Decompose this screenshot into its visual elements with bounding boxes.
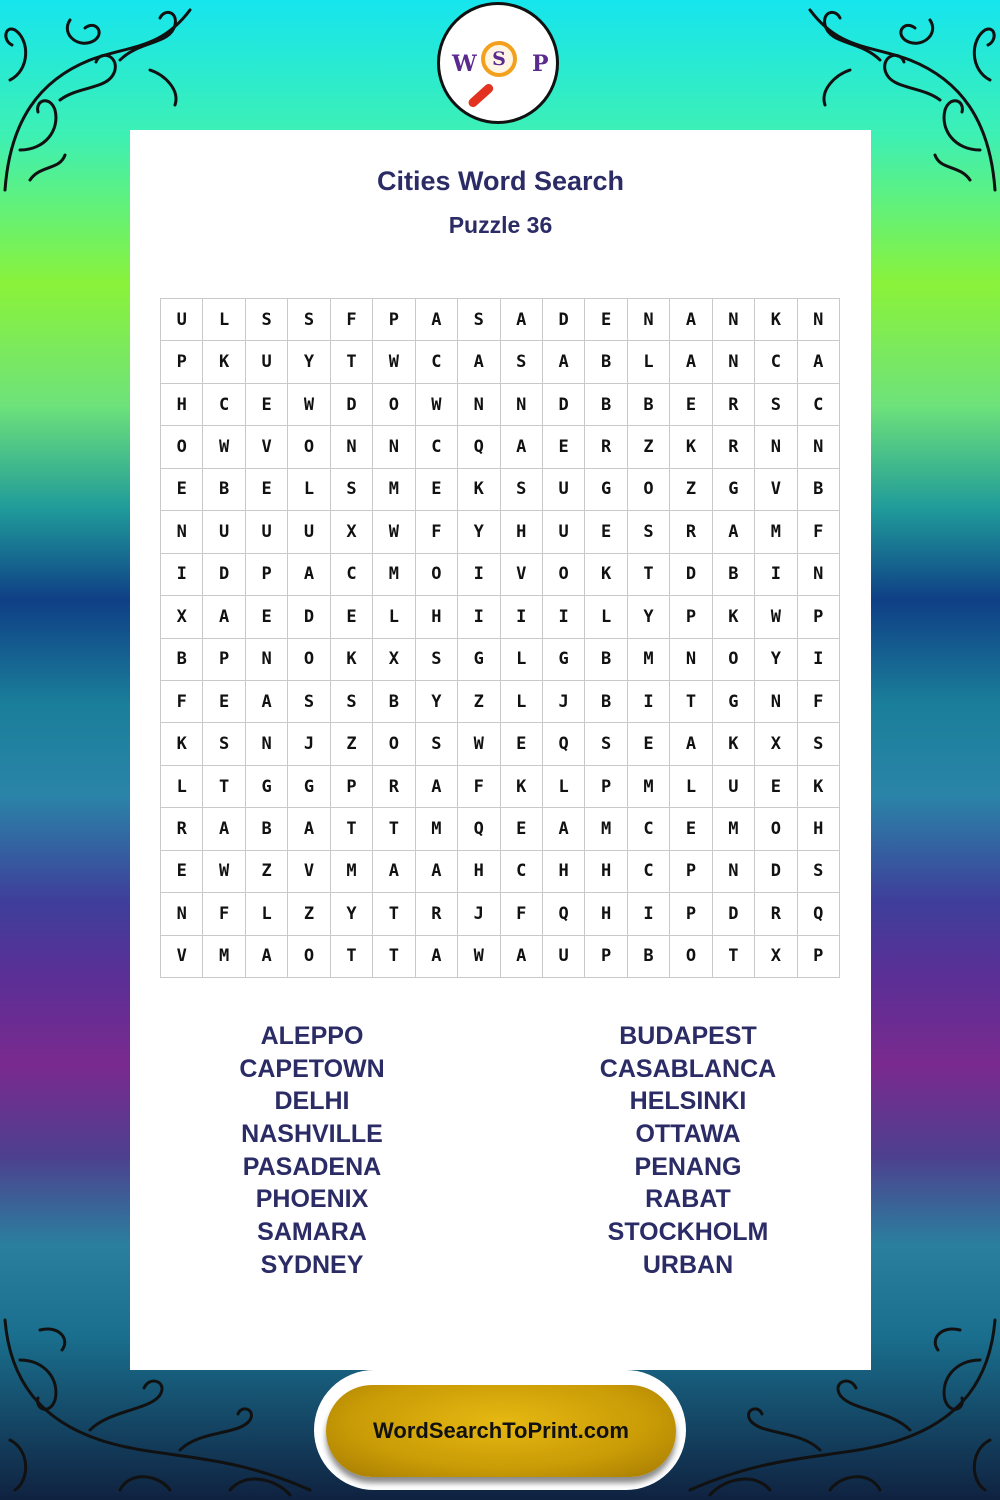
grid-cell[interactable]: E — [755, 766, 797, 808]
website-link-button[interactable]: WordSearchToPrint.com — [326, 1385, 676, 1477]
grid-cell[interactable]: Q — [458, 808, 500, 850]
grid-cell[interactable]: A — [416, 851, 458, 893]
grid-cell[interactable]: E — [246, 596, 288, 638]
grid-cell[interactable]: D — [203, 554, 245, 596]
grid-cell[interactable]: H — [543, 851, 585, 893]
grid-cell[interactable]: C — [628, 808, 670, 850]
grid-cell[interactable]: Z — [288, 893, 330, 935]
grid-cell[interactable]: A — [713, 511, 755, 553]
magnifier-icon — [481, 41, 517, 77]
grid-cell[interactable]: A — [798, 341, 840, 383]
grid-cell[interactable]: Q — [543, 893, 585, 935]
grid-cell[interactable]: G — [543, 639, 585, 681]
grid-cell[interactable]: X — [331, 511, 373, 553]
grid-cell[interactable]: E — [416, 469, 458, 511]
grid-cell[interactable]: R — [585, 426, 627, 468]
grid-cell[interactable]: L — [670, 766, 712, 808]
grid-cell[interactable]: Y — [628, 596, 670, 638]
grid-cell[interactable]: P — [246, 554, 288, 596]
grid-cell[interactable]: O — [416, 554, 458, 596]
grid-cell[interactable]: P — [203, 639, 245, 681]
grid-cell[interactable]: E — [246, 384, 288, 426]
grid-cell[interactable]: P — [161, 341, 203, 383]
grid-cell[interactable]: T — [331, 936, 373, 978]
grid-cell[interactable]: B — [585, 681, 627, 723]
grid-cell[interactable]: A — [246, 936, 288, 978]
grid-cell[interactable]: O — [373, 723, 415, 765]
grid-cell[interactable]: O — [543, 554, 585, 596]
grid-cell[interactable]: A — [288, 808, 330, 850]
grid-cell[interactable]: E — [670, 384, 712, 426]
grid-cell[interactable]: B — [628, 384, 670, 426]
grid-cell[interactable]: A — [670, 341, 712, 383]
grid-cell[interactable]: S — [416, 723, 458, 765]
grid-cell[interactable]: M — [585, 808, 627, 850]
grid-cell[interactable]: N — [161, 893, 203, 935]
grid-cell[interactable]: X — [755, 936, 797, 978]
grid-cell[interactable]: Z — [458, 681, 500, 723]
grid-cell[interactable]: N — [628, 299, 670, 341]
grid-cell[interactable]: O — [670, 936, 712, 978]
grid-cell[interactable]: A — [670, 299, 712, 341]
grid-cell[interactable]: B — [203, 469, 245, 511]
grid-cell[interactable]: Y — [288, 341, 330, 383]
grid-cell[interactable]: S — [288, 681, 330, 723]
grid-cell[interactable]: Z — [331, 723, 373, 765]
page-title: Cities Word Search — [376, 166, 625, 196]
grid-cell[interactable]: E — [628, 723, 670, 765]
grid-cell[interactable]: Q — [543, 723, 585, 765]
grid-cell[interactable]: S — [288, 299, 330, 341]
grid-cell[interactable]: Y — [458, 511, 500, 553]
grid-cell[interactable]: C — [203, 384, 245, 426]
word-list-item: BUDAPEST — [619, 1022, 757, 1050]
grid-cell[interactable]: G — [585, 469, 627, 511]
grid-cell[interactable]: O — [161, 426, 203, 468]
grid-cell[interactable]: M — [331, 851, 373, 893]
word-list-item: CAPETOWN — [239, 1054, 385, 1083]
grid-cell[interactable]: J — [458, 893, 500, 935]
grid-cell[interactable]: N — [798, 554, 840, 596]
grid-cell[interactable]: M — [373, 554, 415, 596]
grid-cell[interactable]: S — [628, 511, 670, 553]
grid-cell[interactable]: O — [628, 469, 670, 511]
grid-cell[interactable]: U — [246, 511, 288, 553]
grid-cell[interactable]: H — [501, 511, 543, 553]
grid-cell[interactable]: E — [543, 426, 585, 468]
grid-cell[interactable]: Q — [798, 893, 840, 935]
grid-cell[interactable]: G — [713, 681, 755, 723]
word-list-item: NASHVILLE — [241, 1120, 383, 1149]
grid-cell[interactable]: E — [501, 808, 543, 850]
grid-cell[interactable]: A — [416, 936, 458, 978]
grid-cell[interactable]: P — [585, 766, 627, 808]
grid-cell[interactable]: T — [331, 808, 373, 850]
grid-cell[interactable]: N — [713, 299, 755, 341]
grid-cell[interactable]: H — [798, 808, 840, 850]
grid-cell[interactable]: S — [755, 384, 797, 426]
grid-cell[interactable]: S — [501, 469, 543, 511]
grid-cell[interactable]: U — [543, 469, 585, 511]
grid-cell[interactable]: T — [203, 766, 245, 808]
grid-cell[interactable]: D — [543, 384, 585, 426]
grid-cell[interactable]: K — [713, 723, 755, 765]
word-list-item: PHOENIX — [255, 1185, 369, 1214]
grid-cell[interactable]: A — [203, 596, 245, 638]
grid-cell[interactable]: C — [416, 426, 458, 468]
grid-cell[interactable]: R — [373, 766, 415, 808]
logo-letter-w: W — [452, 51, 477, 77]
grid-cell[interactable]: I — [628, 681, 670, 723]
grid-cell[interactable]: K — [798, 766, 840, 808]
grid-cell[interactable]: L — [246, 893, 288, 935]
word-list-item: PENANG — [634, 1152, 742, 1181]
grid-cell[interactable]: C — [628, 851, 670, 893]
grid-cell[interactable]: I — [798, 639, 840, 681]
word-list-item: CASABLANCA — [599, 1054, 777, 1083]
logo-letter-p: P — [532, 51, 549, 77]
grid-cell[interactable]: L — [501, 681, 543, 723]
grid-cell[interactable]: O — [373, 384, 415, 426]
grid-cell[interactable]: S — [501, 341, 543, 383]
grid-cell[interactable]: K — [585, 554, 627, 596]
grid-cell[interactable]: R — [713, 384, 755, 426]
grid-cell[interactable]: N — [798, 299, 840, 341]
grid-cell[interactable]: L — [373, 596, 415, 638]
grid-cell[interactable]: L — [543, 766, 585, 808]
grid-cell[interactable]: M — [755, 511, 797, 553]
grid-cell[interactable]: N — [373, 426, 415, 468]
grid-cell[interactable]: O — [755, 808, 797, 850]
grid-cell[interactable]: P — [670, 851, 712, 893]
grid-cell[interactable]: N — [246, 639, 288, 681]
grid-cell[interactable]: F — [416, 511, 458, 553]
grid-cell[interactable]: F — [203, 893, 245, 935]
grid-cell[interactable]: W — [458, 723, 500, 765]
grid-cell[interactable]: K — [755, 299, 797, 341]
grid-cell[interactable]: F — [501, 893, 543, 935]
grid-cell[interactable]: W — [288, 384, 330, 426]
grid-cell[interactable]: P — [331, 766, 373, 808]
grid-cell[interactable]: U — [246, 341, 288, 383]
grid-cell[interactable]: W — [458, 936, 500, 978]
grid-cell[interactable]: D — [543, 299, 585, 341]
grid-cell[interactable]: A — [416, 766, 458, 808]
word-list-right — [538, 1020, 838, 1282]
grid-cell[interactable]: M — [203, 936, 245, 978]
grid-cell[interactable]: P — [373, 299, 415, 341]
grid-cell[interactable]: A — [670, 723, 712, 765]
grid-cell[interactable]: A — [416, 299, 458, 341]
grid-cell[interactable]: E — [161, 469, 203, 511]
grid-cell[interactable]: W — [203, 851, 245, 893]
grid-cell[interactable]: H — [416, 596, 458, 638]
grid-cell[interactable]: N — [755, 426, 797, 468]
grid-cell[interactable]: Z — [246, 851, 288, 893]
grid-cell[interactable]: T — [713, 936, 755, 978]
grid-cell[interactable]: K — [203, 341, 245, 383]
grid-cell[interactable]: D — [755, 851, 797, 893]
grid-cell[interactable]: L — [203, 299, 245, 341]
grid-cell[interactable]: S — [798, 851, 840, 893]
grid-cell[interactable]: N — [501, 384, 543, 426]
grid-cell[interactable]: N — [246, 723, 288, 765]
grid-cell[interactable]: N — [713, 851, 755, 893]
grid-cell[interactable]: W — [373, 511, 415, 553]
grid-cell[interactable]: T — [331, 341, 373, 383]
grid-cell[interactable]: N — [161, 511, 203, 553]
grid-cell[interactable]: E — [203, 681, 245, 723]
word-list-item: ALEPPO — [260, 1022, 364, 1050]
grid-cell[interactable]: N — [458, 384, 500, 426]
grid-cell[interactable]: K — [331, 639, 373, 681]
grid-cell[interactable]: R — [755, 893, 797, 935]
site-logo[interactable] — [437, 2, 559, 124]
grid-cell[interactable]: H — [585, 893, 627, 935]
grid-cell[interactable]: S — [798, 723, 840, 765]
grid-cell[interactable]: V — [246, 426, 288, 468]
grid-cell[interactable]: L — [585, 596, 627, 638]
grid-cell[interactable]: M — [628, 766, 670, 808]
grid-cell[interactable]: D — [288, 596, 330, 638]
grid-cell[interactable]: U — [161, 299, 203, 341]
grid-cell[interactable]: E — [331, 596, 373, 638]
grid-cell[interactable]: O — [288, 426, 330, 468]
grid-cell[interactable]: I — [628, 893, 670, 935]
grid-cell[interactable]: E — [670, 808, 712, 850]
grid-cell[interactable]: N — [755, 681, 797, 723]
grid-cell[interactable]: B — [585, 341, 627, 383]
grid-cell[interactable]: U — [288, 511, 330, 553]
grid-cell[interactable]: N — [331, 426, 373, 468]
grid-cell[interactable]: W — [203, 426, 245, 468]
word-list-item: OTTAWA — [635, 1120, 741, 1149]
grid-cell[interactable]: A — [458, 341, 500, 383]
grid-cell[interactable]: C — [416, 341, 458, 383]
grid-cell[interactable]: R — [161, 808, 203, 850]
grid-cell[interactable]: L — [161, 766, 203, 808]
grid-cell[interactable]: M — [416, 808, 458, 850]
grid-cell[interactable]: I — [543, 596, 585, 638]
grid-cell[interactable]: P — [798, 936, 840, 978]
logo-letter-s: S — [492, 48, 506, 70]
grid-cell[interactable]: N — [713, 341, 755, 383]
grid-cell[interactable]: G — [458, 639, 500, 681]
word-list-item: HELSINKI — [629, 1087, 747, 1116]
grid-cell[interactable]: A — [203, 808, 245, 850]
grid-cell[interactable]: I — [458, 554, 500, 596]
grid-cell[interactable]: A — [288, 554, 330, 596]
grid-cell[interactable]: S — [203, 723, 245, 765]
grid-cell[interactable]: X — [755, 723, 797, 765]
grid-cell[interactable]: F — [798, 681, 840, 723]
grid-cell[interactable]: C — [755, 341, 797, 383]
grid-cell[interactable]: A — [501, 426, 543, 468]
grid-cell[interactable]: V — [161, 936, 203, 978]
grid-cell[interactable]: T — [373, 936, 415, 978]
grid-cell[interactable]: Y — [416, 681, 458, 723]
grid-cell[interactable]: K — [713, 596, 755, 638]
grid-cell[interactable]: T — [373, 893, 415, 935]
word-list-item: RABAT — [645, 1185, 731, 1214]
grid-cell[interactable]: C — [331, 554, 373, 596]
grid-cell[interactable]: E — [585, 511, 627, 553]
grid-cell[interactable]: P — [670, 596, 712, 638]
grid-cell[interactable]: K — [161, 723, 203, 765]
grid-cell[interactable]: K — [501, 766, 543, 808]
grid-cell[interactable]: U — [543, 511, 585, 553]
grid-cell[interactable]: L — [288, 469, 330, 511]
grid-cell[interactable]: A — [543, 808, 585, 850]
grid-cell[interactable]: U — [203, 511, 245, 553]
grid-cell[interactable]: V — [288, 851, 330, 893]
word-list-item: SYDNEY — [260, 1250, 364, 1279]
grid-cell[interactable]: Q — [458, 426, 500, 468]
grid-cell[interactable]: T — [373, 808, 415, 850]
grid-cell[interactable]: I — [161, 554, 203, 596]
grid-cell[interactable]: J — [543, 681, 585, 723]
grid-cell[interactable]: D — [670, 554, 712, 596]
grid-cell[interactable]: H — [161, 384, 203, 426]
grid-cell[interactable]: F — [458, 766, 500, 808]
grid-cell[interactable]: B — [628, 936, 670, 978]
grid-cell[interactable]: F — [798, 511, 840, 553]
word-list-item: URBAN — [642, 1250, 734, 1279]
grid-cell[interactable]: O — [288, 639, 330, 681]
grid-cell[interactable]: J — [288, 723, 330, 765]
word-list-item: DELHI — [274, 1087, 350, 1116]
grid-cell[interactable]: W — [373, 341, 415, 383]
grid-cell[interactable]: M — [713, 808, 755, 850]
grid-cell[interactable]: B — [161, 639, 203, 681]
grid-cell[interactable]: R — [416, 893, 458, 935]
grid-cell[interactable]: P — [585, 936, 627, 978]
grid-cell[interactable]: S — [458, 299, 500, 341]
grid-cell[interactable]: Y — [755, 639, 797, 681]
puzzle-sheet — [130, 130, 871, 1370]
grid-cell[interactable]: G — [713, 469, 755, 511]
grid-cell[interactable]: R — [670, 511, 712, 553]
grid-cell[interactable]: K — [458, 469, 500, 511]
grid-cell[interactable]: W — [755, 596, 797, 638]
grid-cell[interactable]: E — [161, 851, 203, 893]
grid-cell[interactable]: C — [501, 851, 543, 893]
grid-cell[interactable]: Y — [331, 893, 373, 935]
grid-cell[interactable]: T — [670, 681, 712, 723]
grid-cell[interactable]: U — [713, 766, 755, 808]
grid-cell[interactable]: H — [585, 851, 627, 893]
grid-cell[interactable]: G — [288, 766, 330, 808]
grid-cell[interactable]: O — [288, 936, 330, 978]
puzzle-number: Puzzle 36 — [448, 212, 553, 238]
grid-cell[interactable]: E — [585, 299, 627, 341]
grid-cell[interactable]: Z — [628, 426, 670, 468]
grid-cell[interactable]: C — [798, 384, 840, 426]
grid-cell[interactable]: I — [501, 596, 543, 638]
grid-cell[interactable]: A — [246, 681, 288, 723]
word-list-left — [162, 1020, 462, 1282]
grid-cell[interactable]: B — [373, 681, 415, 723]
grid-cell[interactable]: V — [501, 554, 543, 596]
grid-cell[interactable]: A — [373, 851, 415, 893]
grid-cell[interactable]: F — [331, 299, 373, 341]
grid-cell[interactable]: A — [501, 299, 543, 341]
grid-cell[interactable]: B — [246, 808, 288, 850]
grid-cell[interactable]: F — [161, 681, 203, 723]
grid-cell[interactable]: P — [798, 596, 840, 638]
grid-cell[interactable]: O — [713, 639, 755, 681]
grid-cell[interactable]: L — [628, 341, 670, 383]
word-list-item: STOCKHOLM — [607, 1218, 769, 1247]
grid-cell[interactable]: I — [755, 554, 797, 596]
grid-cell[interactable]: E — [246, 469, 288, 511]
grid-cell[interactable]: X — [373, 639, 415, 681]
grid-cell[interactable]: B — [585, 639, 627, 681]
grid-cell[interactable]: K — [670, 426, 712, 468]
grid-cell[interactable]: H — [458, 851, 500, 893]
grid-cell[interactable]: N — [670, 639, 712, 681]
grid-cell[interactable]: V — [755, 469, 797, 511]
grid-cell[interactable]: M — [373, 469, 415, 511]
grid-cell[interactable]: X — [161, 596, 203, 638]
grid-cell[interactable]: L — [501, 639, 543, 681]
grid-cell[interactable]: U — [543, 936, 585, 978]
grid-cell[interactable]: E — [501, 723, 543, 765]
grid-cell[interactable]: B — [585, 384, 627, 426]
grid-cell[interactable]: G — [246, 766, 288, 808]
grid-cell[interactable]: B — [798, 469, 840, 511]
grid-cell[interactable]: R — [713, 426, 755, 468]
grid-cell[interactable]: W — [416, 384, 458, 426]
grid-cell[interactable]: S — [331, 681, 373, 723]
grid-cell[interactable]: N — [798, 426, 840, 468]
grid-cell[interactable]: A — [501, 936, 543, 978]
grid-cell[interactable]: B — [713, 554, 755, 596]
grid-cell[interactable]: S — [246, 299, 288, 341]
word-list-item: SAMARA — [257, 1218, 367, 1247]
magnifier-handle — [467, 82, 495, 109]
grid-cell[interactable]: A — [543, 341, 585, 383]
grid-cell[interactable]: S — [331, 469, 373, 511]
grid-cell[interactable]: T — [628, 554, 670, 596]
grid-cell[interactable]: S — [416, 639, 458, 681]
grid-cell[interactable]: Z — [670, 469, 712, 511]
grid-cell[interactable]: S — [585, 723, 627, 765]
grid-cell[interactable]: D — [713, 893, 755, 935]
grid-cell[interactable]: D — [331, 384, 373, 426]
word-list-item: PASADENA — [242, 1152, 382, 1181]
grid-cell[interactable]: I — [458, 596, 500, 638]
grid-cell[interactable]: P — [670, 893, 712, 935]
letter-grid — [160, 298, 840, 978]
grid-cell[interactable]: M — [628, 639, 670, 681]
